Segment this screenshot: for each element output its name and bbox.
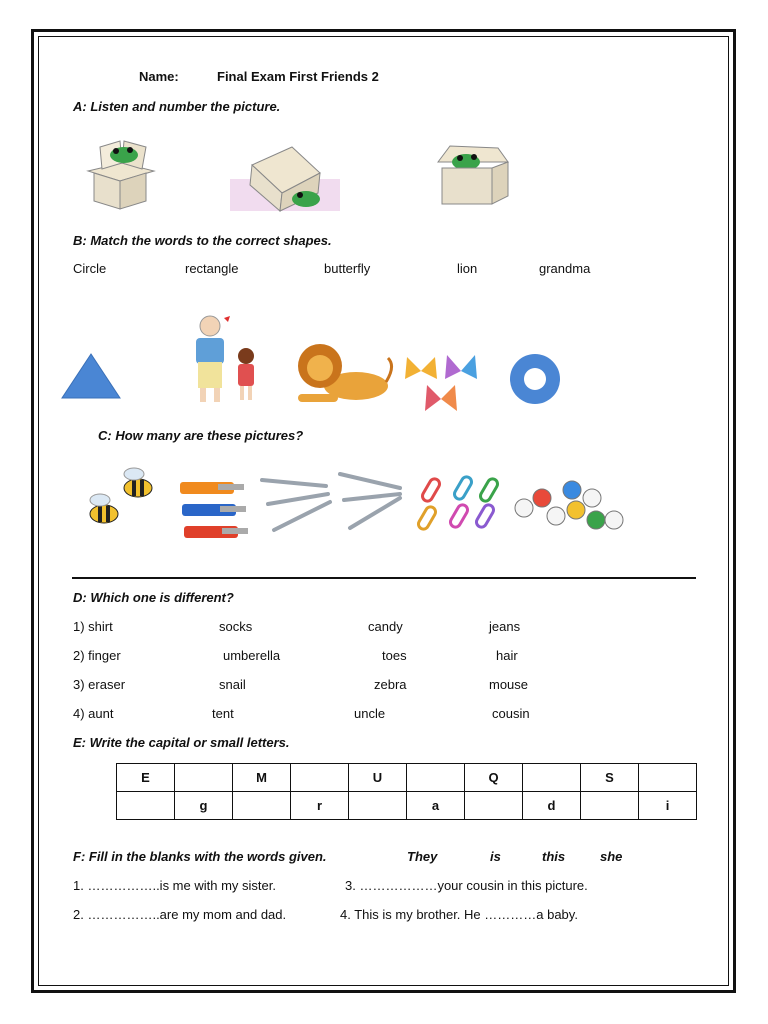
letter-cell[interactable]: g (175, 792, 233, 820)
d-row4-word1: 4) aunt (73, 706, 114, 721)
d-row3-word3: zebra (374, 677, 407, 692)
d-row2-word4: hair (496, 648, 518, 663)
d-row3-word1: 3) eraser (73, 677, 126, 692)
letter-cell[interactable]: S (581, 764, 639, 792)
marbles-picture (512, 476, 624, 534)
letter-cell[interactable] (639, 764, 697, 792)
letter-cell[interactable] (407, 764, 465, 792)
section-f-heading: F: Fill in the blanks with the words given. (73, 849, 327, 864)
letter-cell[interactable] (465, 792, 523, 820)
d-row1-word4: jeans (489, 619, 521, 634)
name-label: Name: (139, 69, 179, 84)
letter-cell[interactable]: U (349, 764, 407, 792)
d-row4-word2: tent (212, 706, 234, 721)
section-b-heading: B: Match the words to the correct shapes. (73, 233, 332, 248)
paperclips-picture (414, 472, 504, 534)
letter-cell[interactable]: a (407, 792, 465, 820)
word-butterfly: butterfly (324, 261, 371, 276)
word-rectangle: rectangle (185, 261, 239, 276)
d-row1-word2: socks (219, 619, 253, 634)
section-a-heading: A: Listen and number the picture. (73, 99, 281, 114)
letter-cell[interactable] (175, 764, 233, 792)
letter-cell[interactable]: i (639, 792, 697, 820)
fill-blank-item-4: 4. This is my brother. He …………a baby. (340, 907, 578, 922)
letters-row-capital (117, 764, 697, 792)
frog-in-box-picture (80, 133, 162, 213)
word-bank-this: this (542, 849, 566, 864)
word-bank-they: They (407, 849, 438, 864)
word-circle: Circle (73, 261, 107, 276)
letter-cell[interactable] (523, 764, 581, 792)
letter-cell[interactable] (349, 792, 407, 820)
letters-row-small (117, 792, 697, 820)
butterflies-picture (403, 353, 483, 415)
d-row4-word4: cousin (492, 706, 530, 721)
letter-cell[interactable] (581, 792, 639, 820)
circle-ring-shape (504, 352, 566, 406)
letter-cell[interactable] (291, 764, 349, 792)
triangle-shape (60, 352, 122, 400)
d-row3-word4: mouse (489, 677, 529, 692)
word-bank-she: she (600, 849, 623, 864)
letter-cell[interactable]: Q (465, 764, 523, 792)
word-lion: lion (457, 261, 478, 276)
letter-cell[interactable]: M (233, 764, 291, 792)
forks-picture (254, 464, 404, 538)
fill-blank-item-1: 1. ……………..is me with my sister. (73, 878, 276, 893)
letter-cell[interactable]: d (523, 792, 581, 820)
letter-cell[interactable] (117, 792, 175, 820)
section-c-heading: C: How many are these pictures? (98, 428, 304, 443)
word-grandma: grandma (539, 261, 591, 276)
d-row2-word1: 2) finger (73, 648, 121, 663)
cutters-picture (178, 472, 254, 546)
lion-picture (292, 336, 398, 406)
bees-picture (82, 462, 164, 536)
d-row1-word1: 1) shirt (73, 619, 113, 634)
frog-under-box-picture (230, 135, 340, 215)
fill-blank-item-2: 2. ……………..are my mom and dad. (73, 907, 287, 922)
section-divider (72, 577, 696, 579)
frog-behind-box-picture (430, 140, 514, 208)
fill-blank-item-3: 3. ………………your cousin in this picture. (345, 878, 588, 893)
letter-cell[interactable]: r (291, 792, 349, 820)
d-row1-word3: candy (368, 619, 403, 634)
d-row2-word3: toes (382, 648, 407, 663)
section-e-heading: E: Write the capital or small letters. (73, 735, 290, 750)
grandma-and-girl-picture (186, 312, 266, 406)
letters-table (116, 763, 697, 820)
page-title: Final Exam First Friends 2 (217, 69, 379, 84)
d-row3-word2: snail (219, 677, 246, 692)
letter-cell[interactable]: E (117, 764, 175, 792)
letter-cell[interactable] (233, 792, 291, 820)
d-row4-word3: uncle (354, 706, 386, 721)
word-bank-is: is (490, 849, 501, 864)
d-row2-word2: umberella (223, 648, 281, 663)
section-d-heading: D: Which one is different? (73, 590, 234, 605)
